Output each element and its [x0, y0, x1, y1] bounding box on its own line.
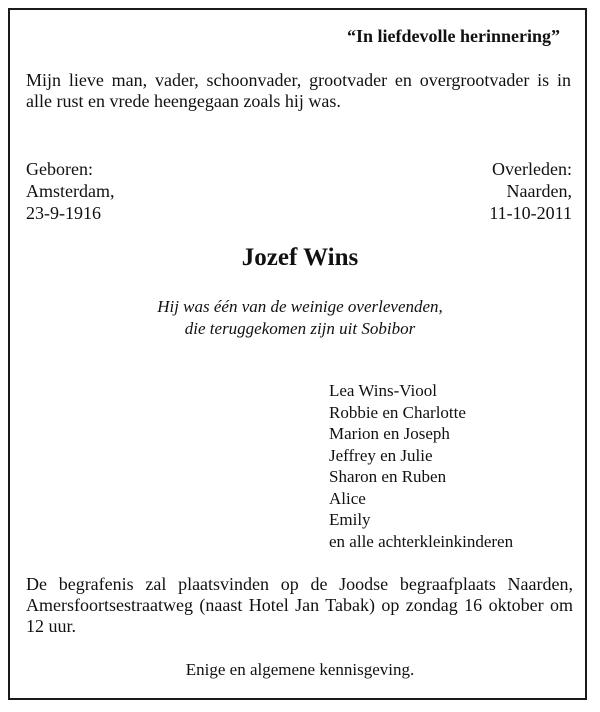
- birth-place: Amsterdam,: [26, 181, 115, 201]
- tribute-text: [0, 296, 600, 340]
- death-label: Overleden:: [492, 159, 572, 179]
- funeral-details: De begrafenis zal plaatsvinden op de Joodse begraafplaats Naarden, Amersfoortsestraatweg (naast Hotel Jan Tabak) op zondag 16 oktober om 12 uur.: [26, 574, 573, 636]
- mourner-item: Jeffrey en Julie: [329, 445, 433, 465]
- death-info: [489, 158, 572, 224]
- motto-heading: “In liefdevolle herinnering”: [347, 26, 560, 46]
- mourner-item: Alice: [329, 488, 366, 508]
- general-notice: Enige en algemene kennisgeving.: [185, 660, 415, 679]
- mourner-item: Sharon en Ruben: [329, 467, 447, 486]
- deceased-name: Jozef Wins: [241, 244, 359, 271]
- mourner-item: Robbie en Charlotte: [329, 402, 466, 422]
- mourner-item: Emily: [329, 510, 371, 529]
- tribute-line-2: die teruggekomen zijn uit Sobibor: [184, 319, 416, 338]
- birth-date: 23-9-1916: [26, 203, 101, 223]
- death-date: 11-10-2011: [489, 203, 572, 223]
- birth-info: [26, 158, 114, 224]
- tribute-line-1: Hij was één van de weinige overlevenden,: [157, 297, 443, 316]
- mourners-list: [329, 380, 513, 552]
- mourner-item: en alle achterkleinkinderen: [329, 531, 514, 551]
- death-place: Naarden,: [506, 181, 572, 201]
- intro-paragraph: Mijn lieve man, vader, schoonvader, grootvader en overgrootvader is in alle rust en vrede heengegaan zoals hij was.: [26, 70, 571, 111]
- birth-label: Geboren:: [26, 159, 93, 179]
- mourner-item: Lea Wins-Viool: [329, 381, 437, 400]
- mourner-item: Marion en Joseph: [329, 424, 450, 443]
